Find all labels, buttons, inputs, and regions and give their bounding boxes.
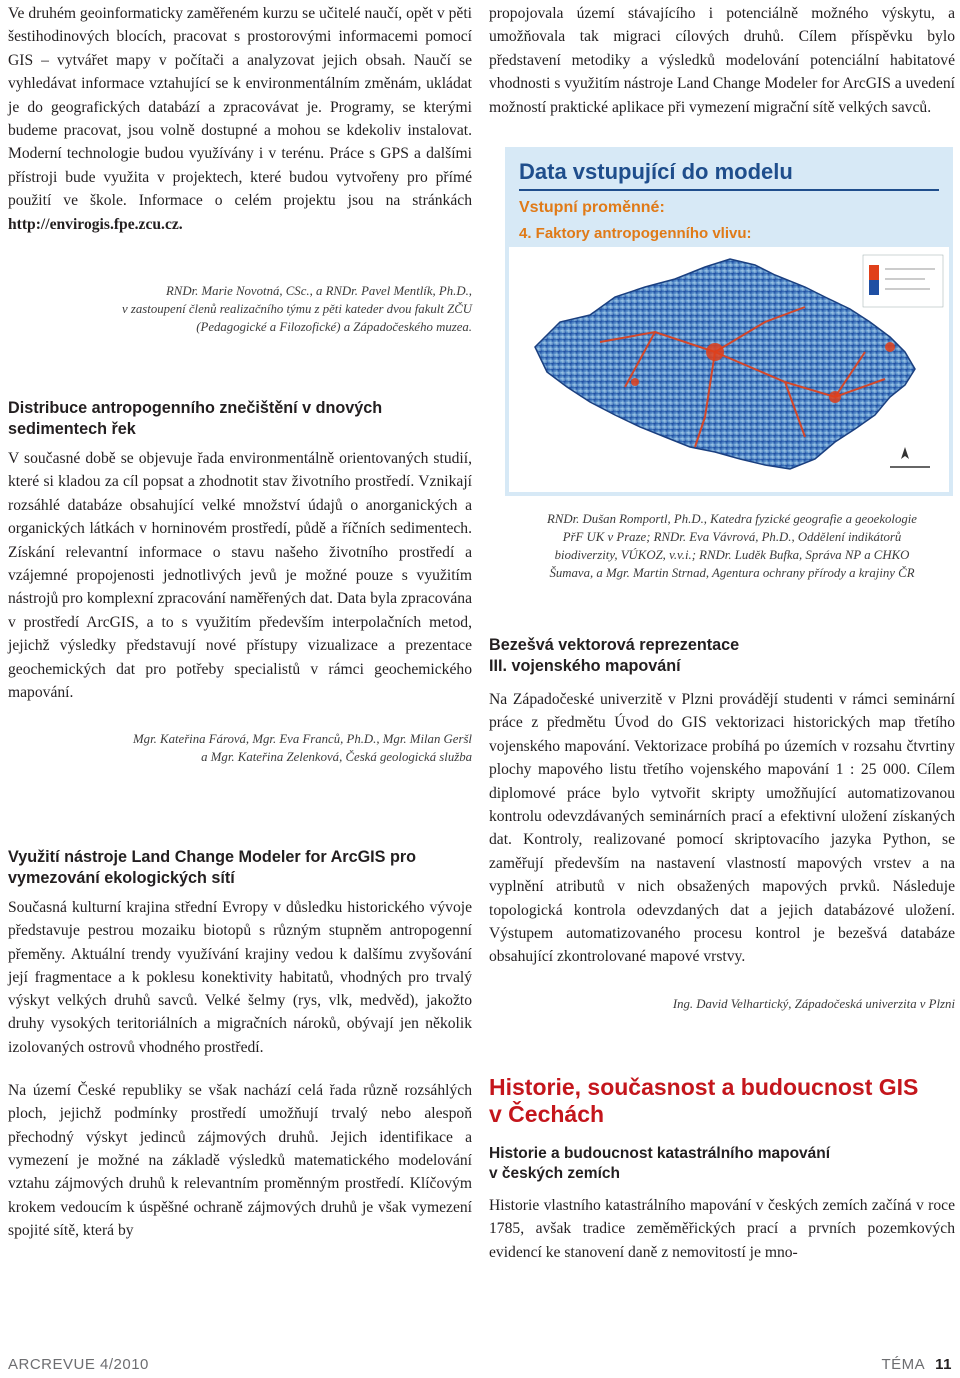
- article-sediments-body: V současné době se objevuje řada environmentálně orientovaných studií, které si kladou za cíl popsat a zhodnotit stav životního prostředí. Vznikají rozsáhlé databáze obsahující velké množství údajů o anorganických a organických látkách v horninovém prostředí, půdě a říčních sedimentech. Získání relevantní informace o stavu našeho životního prostředí a vzájemné propojenosti jednotlivých jevů je možné pouze s využitím nástrojů pro komplexní zpracování naměřených dat. Data byla zpracována v prostředí ArcGIS, a to s využitím především interpolačních metod, jejichž výsledky představují nové přístupy vizualizace a prezentace geochemických dat pro potřeby specialistů v rámci geochemického mapování.: [8, 450, 472, 702]
- article-lcm-signature-line: PřF UK v Praze; RNDr. Eva Vávrová, Ph.D., Oddělení indikátorů: [562, 530, 902, 544]
- article-sediments: [8, 398, 472, 766]
- legend-swatch: [869, 265, 879, 280]
- intro-block: [8, 2, 472, 236]
- article-sediments-signature: a Mgr. Kateřina Zelenková, Česká geologická služba: [201, 750, 472, 765]
- footer-section: [881, 1356, 952, 1373]
- article-vectorization-title: III. vojenského mapování: [489, 657, 681, 675]
- article-lcm-signature: [509, 510, 955, 582]
- article-history-body: Historie vlastního katastrálního mapování v českých zemích začíná v roce 1785, avšak tradice zeměměřických prací a prvních pozemkových evidencí ke stanovení daně z nemovitostí je mno-: [489, 1197, 955, 1261]
- figure-title: Data vstupující do modelu: [519, 159, 793, 184]
- brno-hotspot: [829, 391, 841, 403]
- habitat-model-figure: [505, 147, 953, 496]
- project-link[interactable]: http://envirogis.fpe.zcu.cz.: [8, 215, 183, 233]
- czech-republic-map: [505, 147, 953, 496]
- article-lcm-signature-line: Šumava, a Mgr. Martin Strnad, Agentura ochrany přírody a krajiny ČR: [549, 566, 915, 580]
- article-history: [489, 1074, 955, 1264]
- article-sediments-title: Distribuce antropogenního znečištění v dnových sedimentech řek: [8, 399, 383, 438]
- article-history-title: v Čechách: [489, 1101, 605, 1127]
- ostrava-hotspot: [885, 342, 895, 352]
- article-sediments-signature: Mgr. Kateřina Fárová, Mgr. Eva Franců, Ph.D., Mgr. Milan Geršl: [133, 732, 472, 747]
- article-vectorization-title: Bezešvá vektorová reprezentace: [489, 636, 740, 654]
- article-history-title: Historie, současnost a budoucnost GIS: [489, 1074, 919, 1100]
- prague-hotspot: [706, 343, 724, 361]
- intro-signature-line: (Pedagogické a Filozofické) a Západočeského muzea.: [196, 320, 472, 334]
- footer-magazine: ARCREVUE 4/2010: [8, 1356, 149, 1373]
- plzen-hotspot: [631, 378, 639, 386]
- article-vectorization-signature: Ing. David Velhartický, Západočeská univerzita v Plzni: [672, 996, 955, 1011]
- figure-subtitle: Vstupní proměnné:: [519, 199, 665, 216]
- article-vectorization: [489, 635, 955, 1013]
- article-vectorization-body: Na Západočeské univerzitě v Plzni provádějí studenti v rámci seminární práce z předmětu Úvod do GIS vektorizaci historických map třetího vojenského mapování. Vektorizace probíhá po územích v rozsahu čtvrtiny plochy mapového listu třetího vojenského mapování 1 : 25 000. Cílem diplomové práce bylo vytvořit skripty umožňující automatizovanou kontrolu odevzdávaných seminárních prací a efektivní uložení získaných dat. Kontroly, realizované pomocí skriptovacího jazyka Python, se zaměřují především na nastavení vlastností mapových vrstev a na vyplnění atributů v nich obsažených mapových prvků. Následuje topologická kontrola odevzdaných dat a jejich databázové uložení. Výstupem automatizovaného procesu kontrol je bezešvá databáze obsahující zkontrolované mapové vrstvy.: [489, 691, 955, 966]
- article-lcm-signature-line: RNDr. Dušan Romportl, Ph.D., Katedra fyzické geografie a geoekologie: [547, 512, 917, 526]
- intro-paragraph: [8, 2, 472, 236]
- intro-signature-line: RNDr. Marie Novotná, CSc., a RNDr. Pavel Mentlík, Ph.D.,: [165, 284, 472, 298]
- article-lcm-signature-line: biodiverzity, VÚKOZ, v.v.i.; RNDr. Luděk Bufka, Správa NP a CHKO: [554, 548, 910, 562]
- footer-section-label: TÉMA: [881, 1356, 926, 1373]
- intro-text: Ve druhém geoinformaticky zaměřeném kurzu se učitelé naučí, opět v pěti šestihodinových blocích, pracovat s prostorovými informacemi pomocí GIS – vytvářet mapy v počítači a analyzovat jejich obsah. Naučí se vyhledávat informace vztahující se k environmentálním změnám, ukládat je do geografických databází a zpracovávat je. Programy, se kterými budeme pracovat, jsou volně dostupné a mohou se kdekoliv instalovat. Moderní technologie budou využívány i v terénu. Práce s GPS a dalšími přístroji bude využita v projektech, které budou vytvořeny pro přímé použití ve škole. Informace o celém projektu jsou na stránkách: [8, 5, 472, 210]
- page-number: 11: [935, 1356, 952, 1373]
- intro-signature-line: v zastoupení členů realizačního týmu z pěti kateder dvou fakult ZČU: [122, 302, 472, 316]
- article-history-subtitle: v českých zemích: [489, 1165, 620, 1182]
- article-history-subtitle: Historie a budoucnost katastrálního mapování: [489, 1145, 831, 1162]
- article-lcm-title: Využití nástroje Land Change Modeler for ArcGIS pro vymezování ekologických sítí: [8, 848, 417, 887]
- article-lcm-continuation-block: [489, 2, 955, 119]
- intro-signature: [8, 282, 472, 336]
- article-lcm-continuation: propojovala území stávajícího i potenciálně možného výskytu, a umožňovala tak migraci cílových druhů. Cílem příspěvku bylo představení metodiky a výsledků modelování potenciální habitatové vhodnosti s využitím nástroje Land Change Modeler for ArcGIS a uvedení možností praktické aplikace při vymezení migrační sítě velkých savců.: [489, 5, 955, 116]
- article-lcm-body1: Současná kulturní krajina střední Evropy v důsledku historického vývoje představuje pestrou mozaiku biotopů s různým stupněm antropogenní přeměny. Aktuální trendy využívání krajiny vedou k dalšímu zvyšování její fragmentace a k poklesu konektivity habitatů, vhodných pro trvalý výskyt velkých druhů savců. Velké šelmy (rys, vlk, medvěd), jakožto druhy vysokých teritoriálních a migračních nároků, obývají jen několik izolovaných ostrovů vhodného prostředí.: [8, 899, 472, 1056]
- figure-subtitle: 4. Faktory antropogenního vlivu:: [519, 225, 752, 242]
- article-lcm: [8, 847, 472, 1242]
- article-lcm-body2: Na území České republiky se však nachází celá řada různě rozsáhlých ploch, jejichž podmínky prostředí umožňují trvalý nebo alespoň přechodný výskyt jedinců zájmových druhů. Jejich identifikace a vymezení je možné na základě výsledků matematického modelování vztahu zájmových druhů k relevantním proměnným prostředí. Klíčovým krokem vedoucím k úspěšné ochraně zájmových druhů je však vymezení spojité sítě, která by: [8, 1082, 472, 1239]
